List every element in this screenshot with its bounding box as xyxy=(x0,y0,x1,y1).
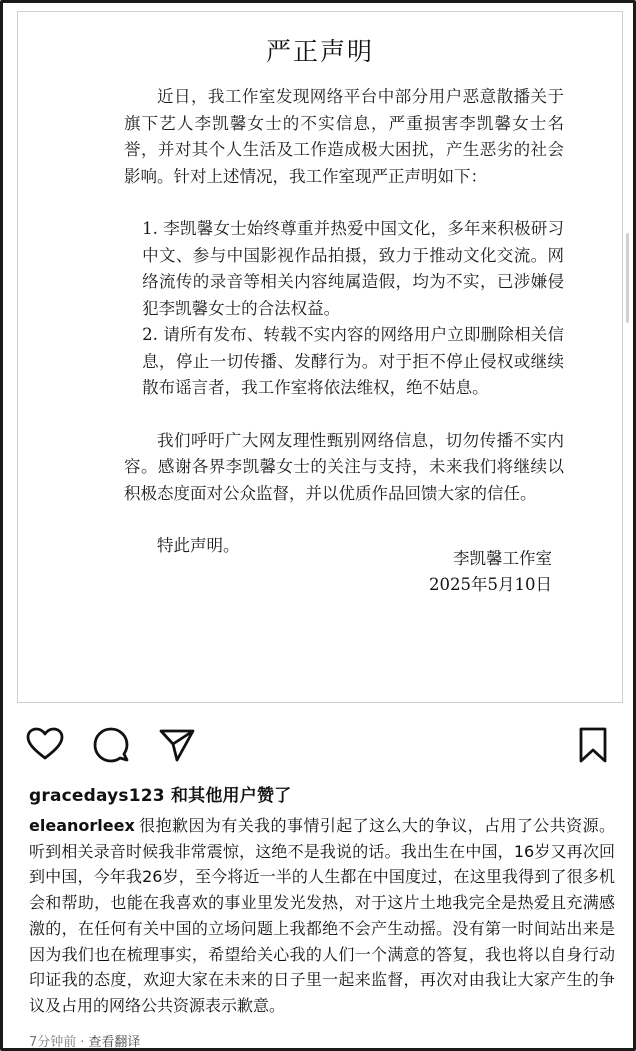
like-button[interactable] xyxy=(25,725,65,765)
see-translation-link[interactable]: 查看翻译 xyxy=(88,1035,141,1050)
statement-date: 2025年5月10日 xyxy=(429,575,552,594)
statement-item-1: 1. 李凯馨女士始终尊重并热爱中国文化，多年来积极研习中文、参与中国影视作品拍摄，致力于推动文化交流。网络流传的录音等相关内容纯属造假，均为不实，已涉嫌侵犯李凯馨女士的合法权益。 xyxy=(142,219,564,318)
scrollbar[interactable] xyxy=(626,233,629,323)
post-meta xyxy=(29,1031,140,1050)
comment-icon xyxy=(91,725,131,765)
statement-item-2: 2. 请所有发布、转载不实内容的网络用户立即删除相关信息，停止一切传播、发酵行为。对于拒不停止侵权或继续散布谣言者，我工作室将依法维权，绝不姑息。 xyxy=(142,325,564,397)
statement-signature-block xyxy=(429,546,552,598)
likes-line xyxy=(29,781,291,806)
statement-body xyxy=(124,84,564,560)
share-button[interactable] xyxy=(157,725,197,765)
statement-paragraph: 近日，我工作室发现网络平台中部分用户恶意散播关于旗下艺人李凯馨女士的不实信息，严重损害李凯馨女士名誉，并对其个人生活及工作造成极大困扰，产生恶劣的社会影响。针对上述情况，我工作室现严正声明如下： xyxy=(124,87,564,186)
post-time: 7分钟前 xyxy=(29,1035,77,1050)
bookmark-icon xyxy=(573,725,613,765)
caption-username[interactable]: eleanorleex xyxy=(29,816,135,835)
heart-icon xyxy=(25,725,65,765)
likes-suffix[interactable]: 和其他用户赞了 xyxy=(164,786,292,806)
statement-image xyxy=(17,11,623,703)
meta-separator: · xyxy=(80,1035,85,1050)
save-button[interactable] xyxy=(573,725,613,765)
action-bar xyxy=(25,725,615,765)
statement-title: 严正声明 xyxy=(265,37,374,66)
caption-text: 很抱歉因为有关我的事情引起了这么大的争议，占用了公共资源。听到相关录音时候我非常震惊，这绝不是我说的话。我出生在中国，16岁又再次回到中国，今年我26岁，至今将近一半的人生都在中国度过，在这里我得到了很多机会和帮助，也能在我喜欢的事业里发光发热，对于这片土地我完全是热爱且充满感激的，在任何有关中国的立场问题上我都绝不会产生动摇。没有第一时间站出来是因为我们也在梳理事实，希望给关心我的人们一个满意的答复，我也将以自身行动印证我的态度，欢迎大家在未来的日子里一起来监督，再次对由我让大家产生的争议及占用的网络公共资源表示歉意。 xyxy=(29,816,615,1015)
statement-closing: 特此声明。 xyxy=(157,536,240,555)
statement-signature: 李凯馨工作室 xyxy=(453,549,552,568)
share-icon xyxy=(157,725,197,765)
comment-button[interactable] xyxy=(91,725,131,765)
statement-paragraph: 我们呼吁广大网友理性甄别网络信息，切勿传播不实内容。感谢各界李凯馨女士的关注与支持，未来我们将继续以积极态度面对公众监督，并以优质作品回馈大家的信任。 xyxy=(124,430,564,503)
post-caption xyxy=(29,813,615,1019)
liker-username[interactable]: gracedays123 xyxy=(29,786,165,806)
